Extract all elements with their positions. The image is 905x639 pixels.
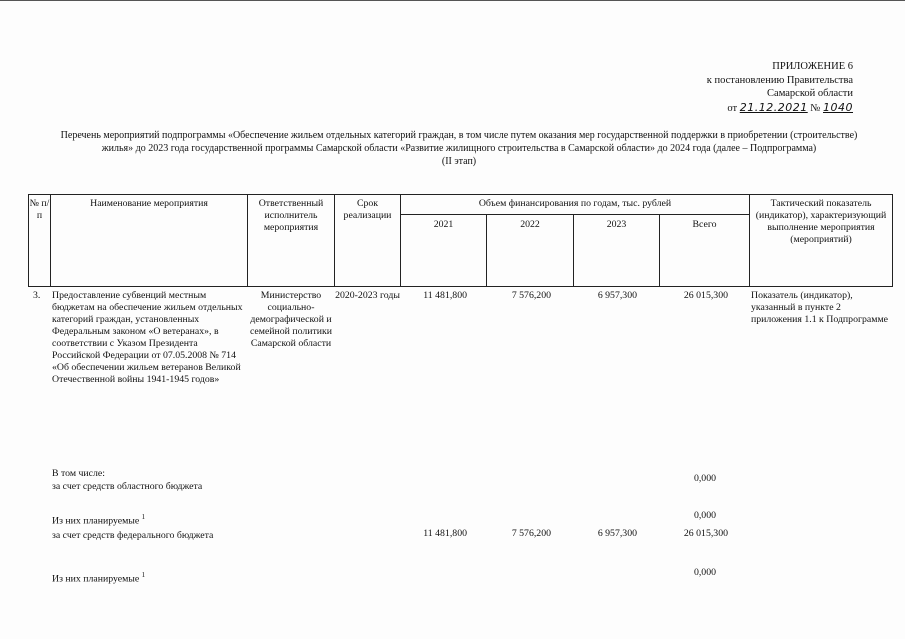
planned-total-1: 0,000 bbox=[693, 510, 716, 521]
row-value-2023: 6 957,300 bbox=[597, 290, 637, 301]
appendix-block bbox=[707, 60, 853, 115]
row-indicator: Показатель (индикатор), указанный в пункте 2 приложения 1.1 к Подпрограмме bbox=[751, 290, 888, 325]
header-funding: Объем финансирования по годам, тыс. рублей bbox=[478, 198, 672, 209]
grid-line bbox=[28, 286, 893, 287]
handwritten-number: 1040 bbox=[823, 100, 853, 114]
row-value-total: 26 015,300 bbox=[683, 290, 728, 301]
handwritten-date: 21.12.2021 bbox=[739, 100, 808, 114]
appendix-line-2: Самарской области bbox=[767, 88, 853, 99]
title-line-2: жилья» до 2023 года государственной программы Самарской области «Развитие жилищного строительства в Самарской области» до 2024 года (далее – Подпрограмма) bbox=[101, 143, 817, 154]
row-executor: Министерство социально-демографической и семейной политики Самарской области bbox=[249, 290, 333, 349]
planned-text-2: Из них планируемые bbox=[52, 573, 140, 585]
planned-label-2 bbox=[52, 569, 252, 585]
document-title bbox=[24, 129, 894, 168]
header-year-2021: 2021 bbox=[433, 219, 454, 230]
header-num: № п/п bbox=[29, 198, 50, 221]
planned-footnote-2: 1 bbox=[141, 571, 146, 579]
header-total: Всего bbox=[692, 219, 717, 230]
header-year-2023: 2023 bbox=[606, 219, 627, 230]
grid-line bbox=[400, 214, 749, 215]
header-executor: Ответственный исполнитель мероприятия bbox=[258, 198, 324, 233]
row-num: 3. bbox=[33, 290, 41, 301]
grid-line bbox=[892, 194, 893, 287]
top-border-line bbox=[0, 0, 905, 1]
regional-budget-label: за счет средств областного бюджета bbox=[52, 481, 203, 492]
planned-text-1: Из них планируемые bbox=[52, 515, 140, 527]
planned-footnote-1: 1 bbox=[141, 513, 146, 521]
row-value-2022: 7 576,200 bbox=[511, 290, 551, 301]
header-indicator: Тактический показатель (индикатор), характеризующий выполнение мероприятия (мероприятий) bbox=[755, 198, 887, 245]
regional-budget-total: 0,000 bbox=[693, 473, 716, 484]
planned-total-2: 0,000 bbox=[693, 567, 716, 578]
grid-line bbox=[28, 194, 893, 195]
number-prefix: № bbox=[810, 102, 821, 114]
appendix-title: ПРИЛОЖЕНИЕ 6 bbox=[772, 61, 853, 72]
header-term: Срок реализации bbox=[343, 198, 392, 221]
federal-budget-label: за счет средств федерального бюджета bbox=[52, 530, 214, 541]
header-name: Наименование мероприятия bbox=[90, 198, 208, 209]
row-value-2021: 11 481,800 bbox=[423, 290, 467, 301]
federal-value-2022: 7 576,200 bbox=[511, 528, 551, 539]
header-year-2022: 2022 bbox=[520, 219, 540, 230]
row-term: 2020-2023 годы bbox=[335, 290, 400, 301]
title-line-3: (II этап) bbox=[441, 156, 477, 167]
federal-value-2023: 6 957,300 bbox=[597, 528, 637, 539]
including-label: В том числе: bbox=[52, 468, 105, 479]
appendix-date-line bbox=[707, 101, 853, 116]
planned-label-1 bbox=[52, 511, 252, 527]
appendix-line-1: к постановлению Правительства bbox=[706, 74, 853, 86]
title-line-1: Перечень мероприятий подпрограммы «Обеспечение жильем отдельных категорий граждан, в том числе путем оказания мер государственной поддержки в приобретении (строительстве) bbox=[60, 130, 858, 141]
federal-value-total: 26 015,300 bbox=[683, 528, 728, 539]
federal-value-2021: 11 481,800 bbox=[423, 528, 467, 539]
row-name: Предоставление субвенций местным бюджетам на обеспечение жильем отдельных категорий граждан, установленных Федеральным законом «О ветеранах», в соответствии с Указом Президента Российской Федерации от 07.05.2008 № 714 «Об обеспечении жильем ветеранов Великой Отечественной войны 1941-1945 годов» bbox=[52, 290, 243, 385]
date-prefix: от bbox=[727, 102, 738, 114]
